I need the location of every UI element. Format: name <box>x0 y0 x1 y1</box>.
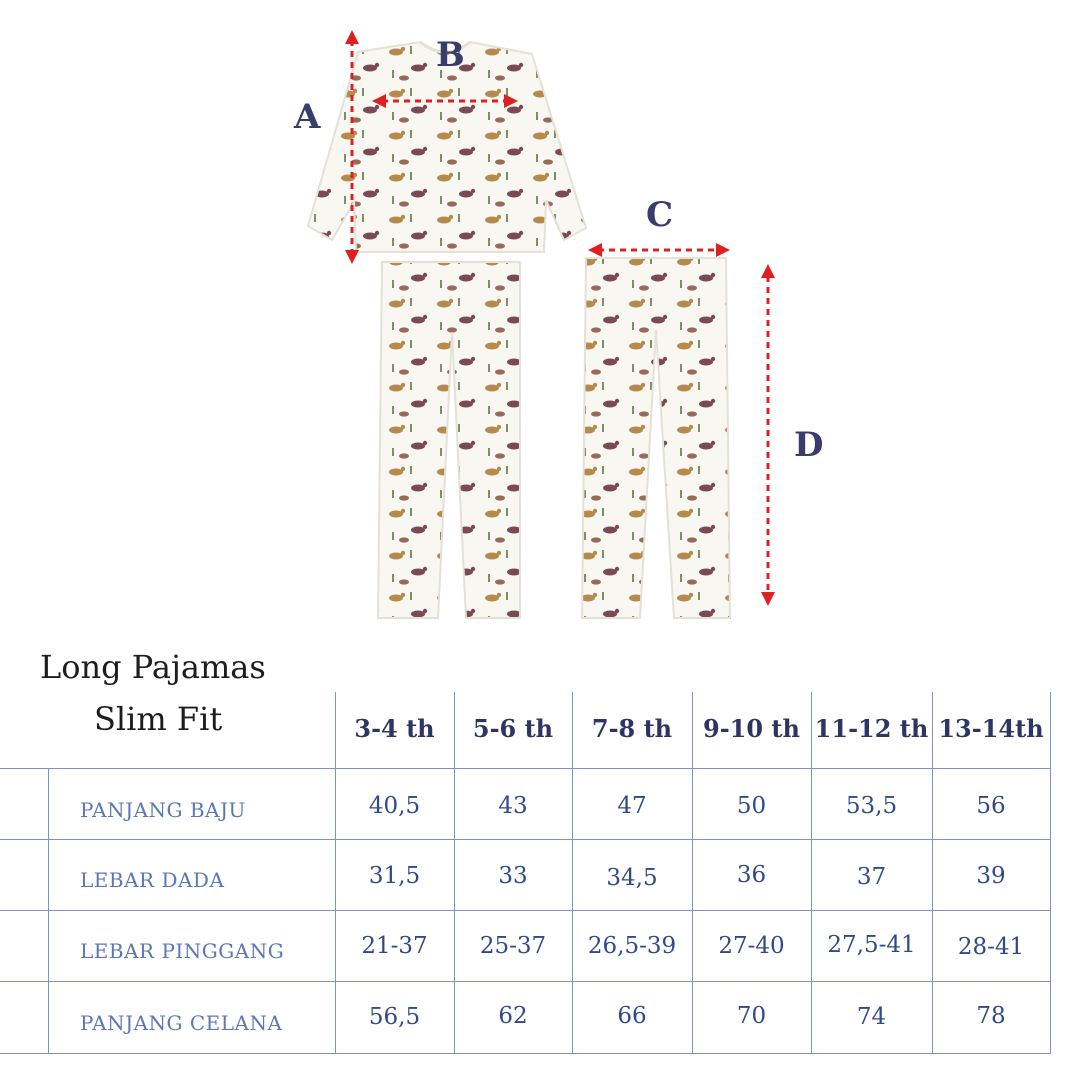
table-cell: 25-37 <box>479 933 547 959</box>
column-header: 13-14th <box>938 713 1044 743</box>
column-header: 3-4 th <box>354 713 435 743</box>
column-header: 9-10 th <box>703 713 800 743</box>
grid-line <box>1050 692 1051 1054</box>
table-subtitle: Slim Fit <box>94 700 223 738</box>
column-header: 5-6 th <box>472 713 554 743</box>
table-cell: 78 <box>976 1003 1006 1029</box>
table-cell: 43 <box>498 793 528 819</box>
table-cell: 21-37 <box>361 933 428 959</box>
row-label: LEBAR DADA <box>80 868 225 892</box>
arrow-trouser-length <box>761 264 775 606</box>
row-label: PANJANG CELANA <box>80 1011 283 1035</box>
column-header: 7-8 th <box>591 713 673 743</box>
table-cell: 53,5 <box>845 793 898 819</box>
table-cell: 34,5 <box>606 865 658 891</box>
row-label: PANJANG BAJU <box>80 798 246 822</box>
table-cell: 50 <box>736 793 767 819</box>
table-cell: 27,5-41 <box>827 932 916 958</box>
table-cell: 62 <box>498 1003 528 1029</box>
table-cell: 70 <box>736 1003 767 1029</box>
row-label: LEBAR PINGGANG <box>80 939 285 963</box>
pajama-trousers-front <box>378 262 520 618</box>
table-cell: 74 <box>856 1004 887 1030</box>
table-cell: 47 <box>617 793 647 819</box>
table-cell: 66 <box>617 1003 647 1029</box>
table-cell: 37 <box>856 864 887 890</box>
table-cell: 27-40 <box>718 933 785 959</box>
grid-line <box>0 768 1051 769</box>
grid-line <box>0 910 1051 911</box>
table-cell: 36 <box>736 862 767 888</box>
table-cell: 56 <box>976 793 1006 819</box>
table-cell: 26,5-39 <box>587 933 677 959</box>
table-title: Long Pajamas <box>40 648 266 686</box>
label-b: B <box>436 35 465 75</box>
grid-line <box>0 839 1051 840</box>
grid-line <box>0 1053 1051 1054</box>
label-d: D <box>794 425 824 465</box>
table-cell: 40,5 <box>368 793 421 819</box>
table-cell: 28-41 <box>957 934 1025 960</box>
table-cell: 56,5 <box>368 1004 421 1030</box>
table-cell: 31,5 <box>368 863 421 889</box>
pajama-trousers-back <box>582 258 730 618</box>
arrow-waist-width <box>588 243 730 257</box>
label-c: C <box>646 195 674 235</box>
column-header: 11-12 th <box>814 713 929 743</box>
table-cell: 33 <box>498 863 528 889</box>
table-cell: 39 <box>976 863 1006 889</box>
label-a: A <box>294 97 321 137</box>
grid-line <box>48 768 49 1054</box>
grid-line <box>0 981 1051 982</box>
